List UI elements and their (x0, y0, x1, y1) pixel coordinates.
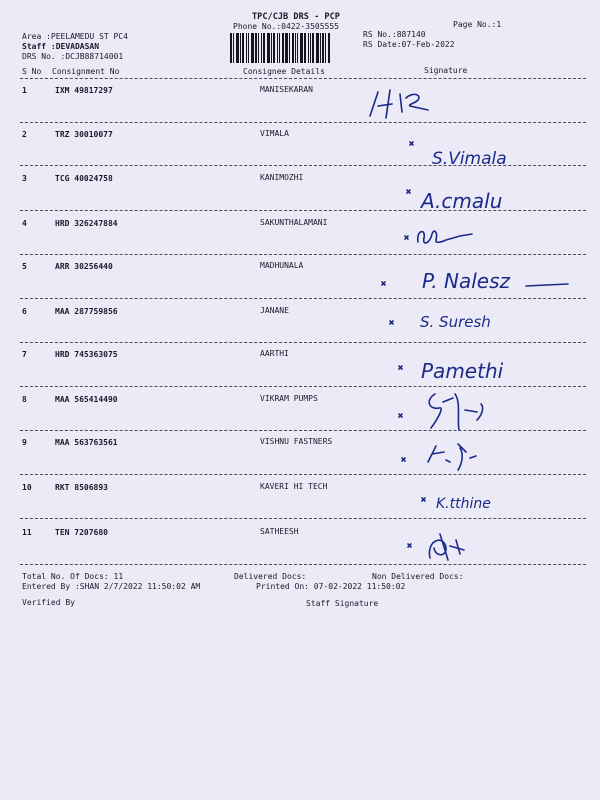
row-consignee: VIKRAM PUMPS (260, 394, 318, 403)
signature-text: Pamethi (421, 359, 504, 383)
column-header-consignee: Consignee Details (243, 67, 325, 76)
signature-row-6 (386, 305, 506, 341)
column-header-consignment: Consignment No (52, 67, 120, 76)
row-consignee: MANISEKARAN (260, 85, 313, 94)
staff-label: Staff :DEVADASAN (22, 42, 100, 51)
signature-row-3 (405, 180, 535, 220)
signature-row-2 (408, 136, 518, 172)
row-sno: 5 (22, 262, 27, 271)
page-number: Page No.:1 (453, 20, 502, 29)
total-docs: Total No. Of Docs: 11 (22, 572, 124, 581)
rs-date: RS Date:07-Feb-2022 (363, 40, 455, 49)
signature-text: S. Suresh (420, 313, 491, 331)
row-consignee: AARTHI (260, 349, 289, 358)
row-consignment: MAA 287759856 (55, 307, 118, 316)
row-consignment: HRD 745363075 (55, 350, 118, 359)
row-divider (20, 298, 586, 299)
row-consignee: VIMALA (260, 129, 289, 138)
row-divider (20, 474, 586, 475)
row-consignee: KANIMOZHI (260, 173, 304, 182)
row-sno: 1 (22, 86, 27, 95)
row-consignment: ARR 30256440 (55, 262, 113, 271)
verified-by: Verified By (22, 598, 75, 607)
printed-on: Printed On: 07-02-2022 11:50:02 (256, 582, 406, 591)
row-sno: 2 (22, 130, 27, 139)
row-divider (20, 122, 586, 123)
row-consignee: VISHNU FASTNERS (260, 437, 333, 446)
row-consignment: TCG 40024758 (55, 174, 113, 183)
signature-text: S.Vimala (432, 149, 507, 169)
row-sno: 9 (22, 438, 27, 447)
area-label: Area :PEELAMEDU ST PC4 (22, 32, 128, 41)
non-delivered-docs: Non Delivered Docs: (372, 572, 464, 581)
signature-row-8 (395, 390, 515, 436)
signature-row-9 (398, 440, 498, 476)
row-divider (20, 342, 586, 343)
row-divider (20, 564, 586, 565)
row-sno: 3 (22, 174, 27, 183)
row-divider (20, 254, 586, 255)
row-consignee: KAVERI HI TECH (260, 482, 328, 491)
drs-number: DRS No. :DCJB88714001 (22, 52, 124, 61)
signature-text: K.tthine (436, 496, 491, 512)
signature-text: P. Nalesz (422, 269, 511, 293)
column-header-signature: Signature (424, 66, 468, 75)
row-consignee: SATHEESH (260, 527, 299, 536)
row-consignment: HRD 326247884 (55, 219, 118, 228)
row-sno: 4 (22, 219, 27, 228)
row-sno: 11 (22, 528, 32, 537)
row-sno: 7 (22, 350, 27, 359)
signature-row-4 (402, 224, 502, 254)
row-sno: 10 (22, 483, 32, 492)
rs-number: RS No.:887140 (363, 30, 426, 39)
row-consignment: MAA 565414490 (55, 395, 118, 404)
column-header-sno: S No (22, 67, 42, 76)
signature-text: A.cmalu (421, 189, 503, 213)
row-sno: 6 (22, 307, 27, 316)
document-title: TPC/CJB DRS - PCP (252, 12, 340, 22)
signature-row-11 (400, 530, 500, 570)
delivered-docs: Delivered Docs: (234, 572, 307, 581)
header-divider (20, 78, 586, 79)
row-divider (20, 518, 586, 519)
row-consignee: MADHUNALA (260, 261, 304, 270)
barcode (230, 33, 358, 63)
signature-row-7 (395, 352, 525, 388)
row-consignment: MAA 563763561 (55, 438, 118, 447)
staff-signature: Staff Signature (306, 599, 379, 608)
row-consignee: JANANE (260, 306, 289, 315)
row-consignee: SAKUNTHALAMANI (260, 218, 328, 227)
signature-row-1 (362, 88, 452, 128)
signature-row-10 (402, 488, 542, 518)
row-consignment: RKT 8506893 (55, 483, 108, 492)
row-consignment: TRZ 30010077 (55, 130, 113, 139)
row-consignment: TEN 7207680 (55, 528, 108, 537)
row-sno: 8 (22, 395, 27, 404)
row-consignment: IXM 49817297 (55, 86, 113, 95)
entered-by: Entered By :SHAN 2/7/2022 11:50:02 AM (22, 582, 201, 591)
signature-row-5 (378, 262, 578, 298)
phone-number: Phone No.:0422-3505555 (233, 22, 339, 31)
